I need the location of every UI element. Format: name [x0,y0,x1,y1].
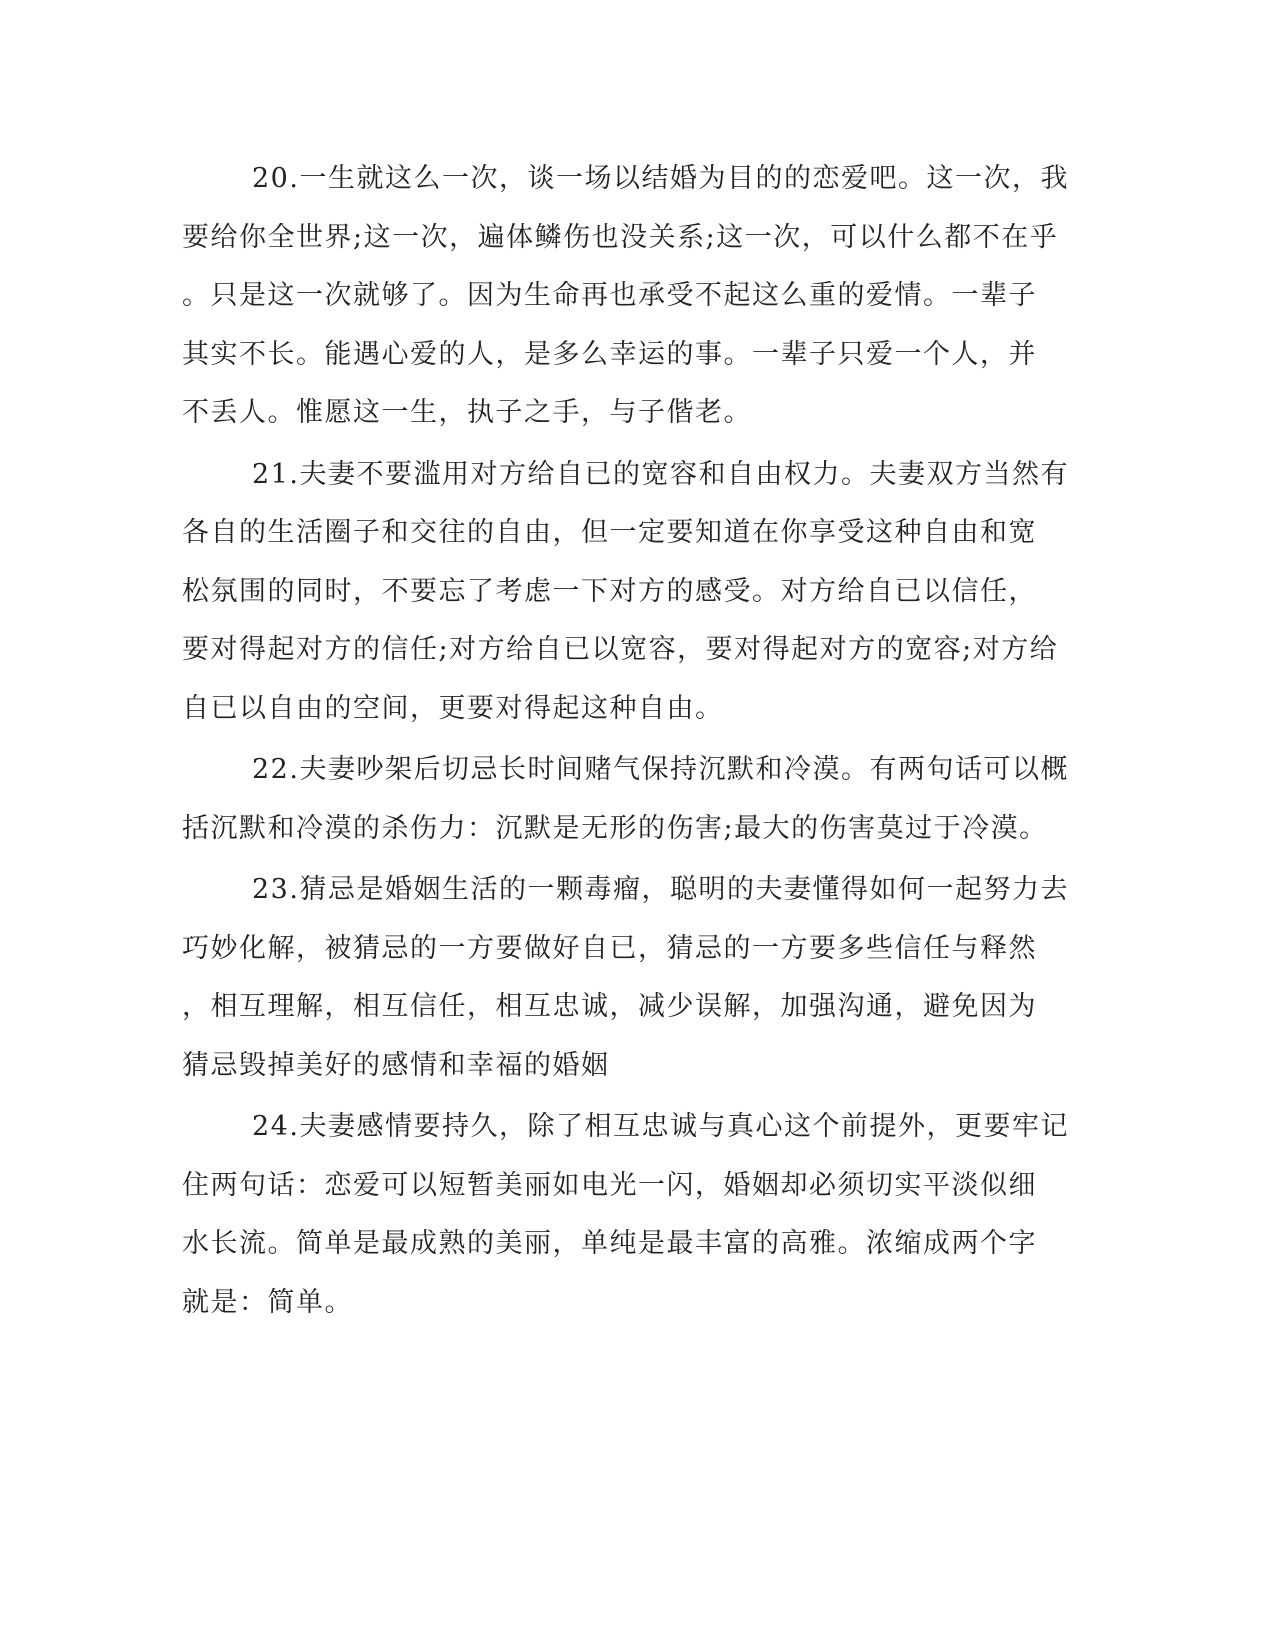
paragraph-23 [182,861,1069,1095]
text-line: 松氛围的同时，不要忘了考虑一下对方的感受。对方给自已以信任， [182,575,1037,607]
text-line: 自已以自由的空间，更要对得起这种自由。 [182,692,724,724]
text-line: ，相互理解，相互信任，相互忠诚，减少误解，加强沟通，避免因为 [182,991,1037,1022]
text-line: 猜忌毁掉美好的感情和幸福的婚姻 [182,1049,610,1081]
text-line: 巧妙化解，被猜忌的一方要做好自已，猜忌的一方要多些信任与释然 [182,932,1037,964]
text-line: 22.夫妻吵架后切忌长时间赌气保持沉默和冷漠。有两句话可以概 [252,754,1069,785]
paragraph-20 [182,150,1069,443]
document-body [182,150,1069,1335]
text-line: 要给你全世界;这一次，遍体鳞伤也没关系;这一次，可以什么都不在乎 [182,221,1059,253]
text-line: 括沉默和冷漠的杀伤力：沉默是无形的伤害;最大的伤害莫过于冷漠。 [182,812,1048,844]
text-line: 其实不长。能遇心爱的人，是多么幸运的事。一辈子只爱一个人，并 [182,338,1037,370]
text-line: 要对得起对方的信任;对方给自已以宽容，要对得起对方的宽容;对方给 [182,634,1059,665]
paragraph-21 [182,446,1069,739]
text-line: 24.夫妻感情要持久，除了相互忠诚与真心这个前提外，更要牢记 [252,1111,1069,1142]
text-line: 。只是这一次就够了。因为生命再也承受不起这么重的爱情。一辈子 [182,280,1037,311]
paragraph-24 [182,1098,1069,1332]
text-line: 住两句话：恋爱可以短暂美丽如电光一闪，婚姻却必须切实平淡似细 [182,1169,1037,1201]
text-line: 20.一生就这么一次，谈一场以结婚为目的的恋爱吧。这一次，我 [252,163,1069,194]
text-line: 各自的生活圈子和交往的自由，但一定要知道在你享受这种自由和宽 [182,517,1037,548]
text-line: 水长流。简单是最成熟的美丽，单纯是最丰富的高雅。浓缩成两个字 [182,1228,1037,1259]
paragraph-22 [182,741,1069,858]
text-line: 就是：简单。 [182,1286,353,1318]
text-line: 不丢人。惟愿这一生，执子之手，与子偕老。 [182,397,752,428]
text-line: 21.夫妻不要滥用对方给自已的宽容和自由权力。夫妻双方当然有 [252,458,1069,490]
text-line: 23.猜忌是婚姻生活的一颗毒瘤，聪明的夫妻懂得如何一起努力去 [252,874,1069,905]
